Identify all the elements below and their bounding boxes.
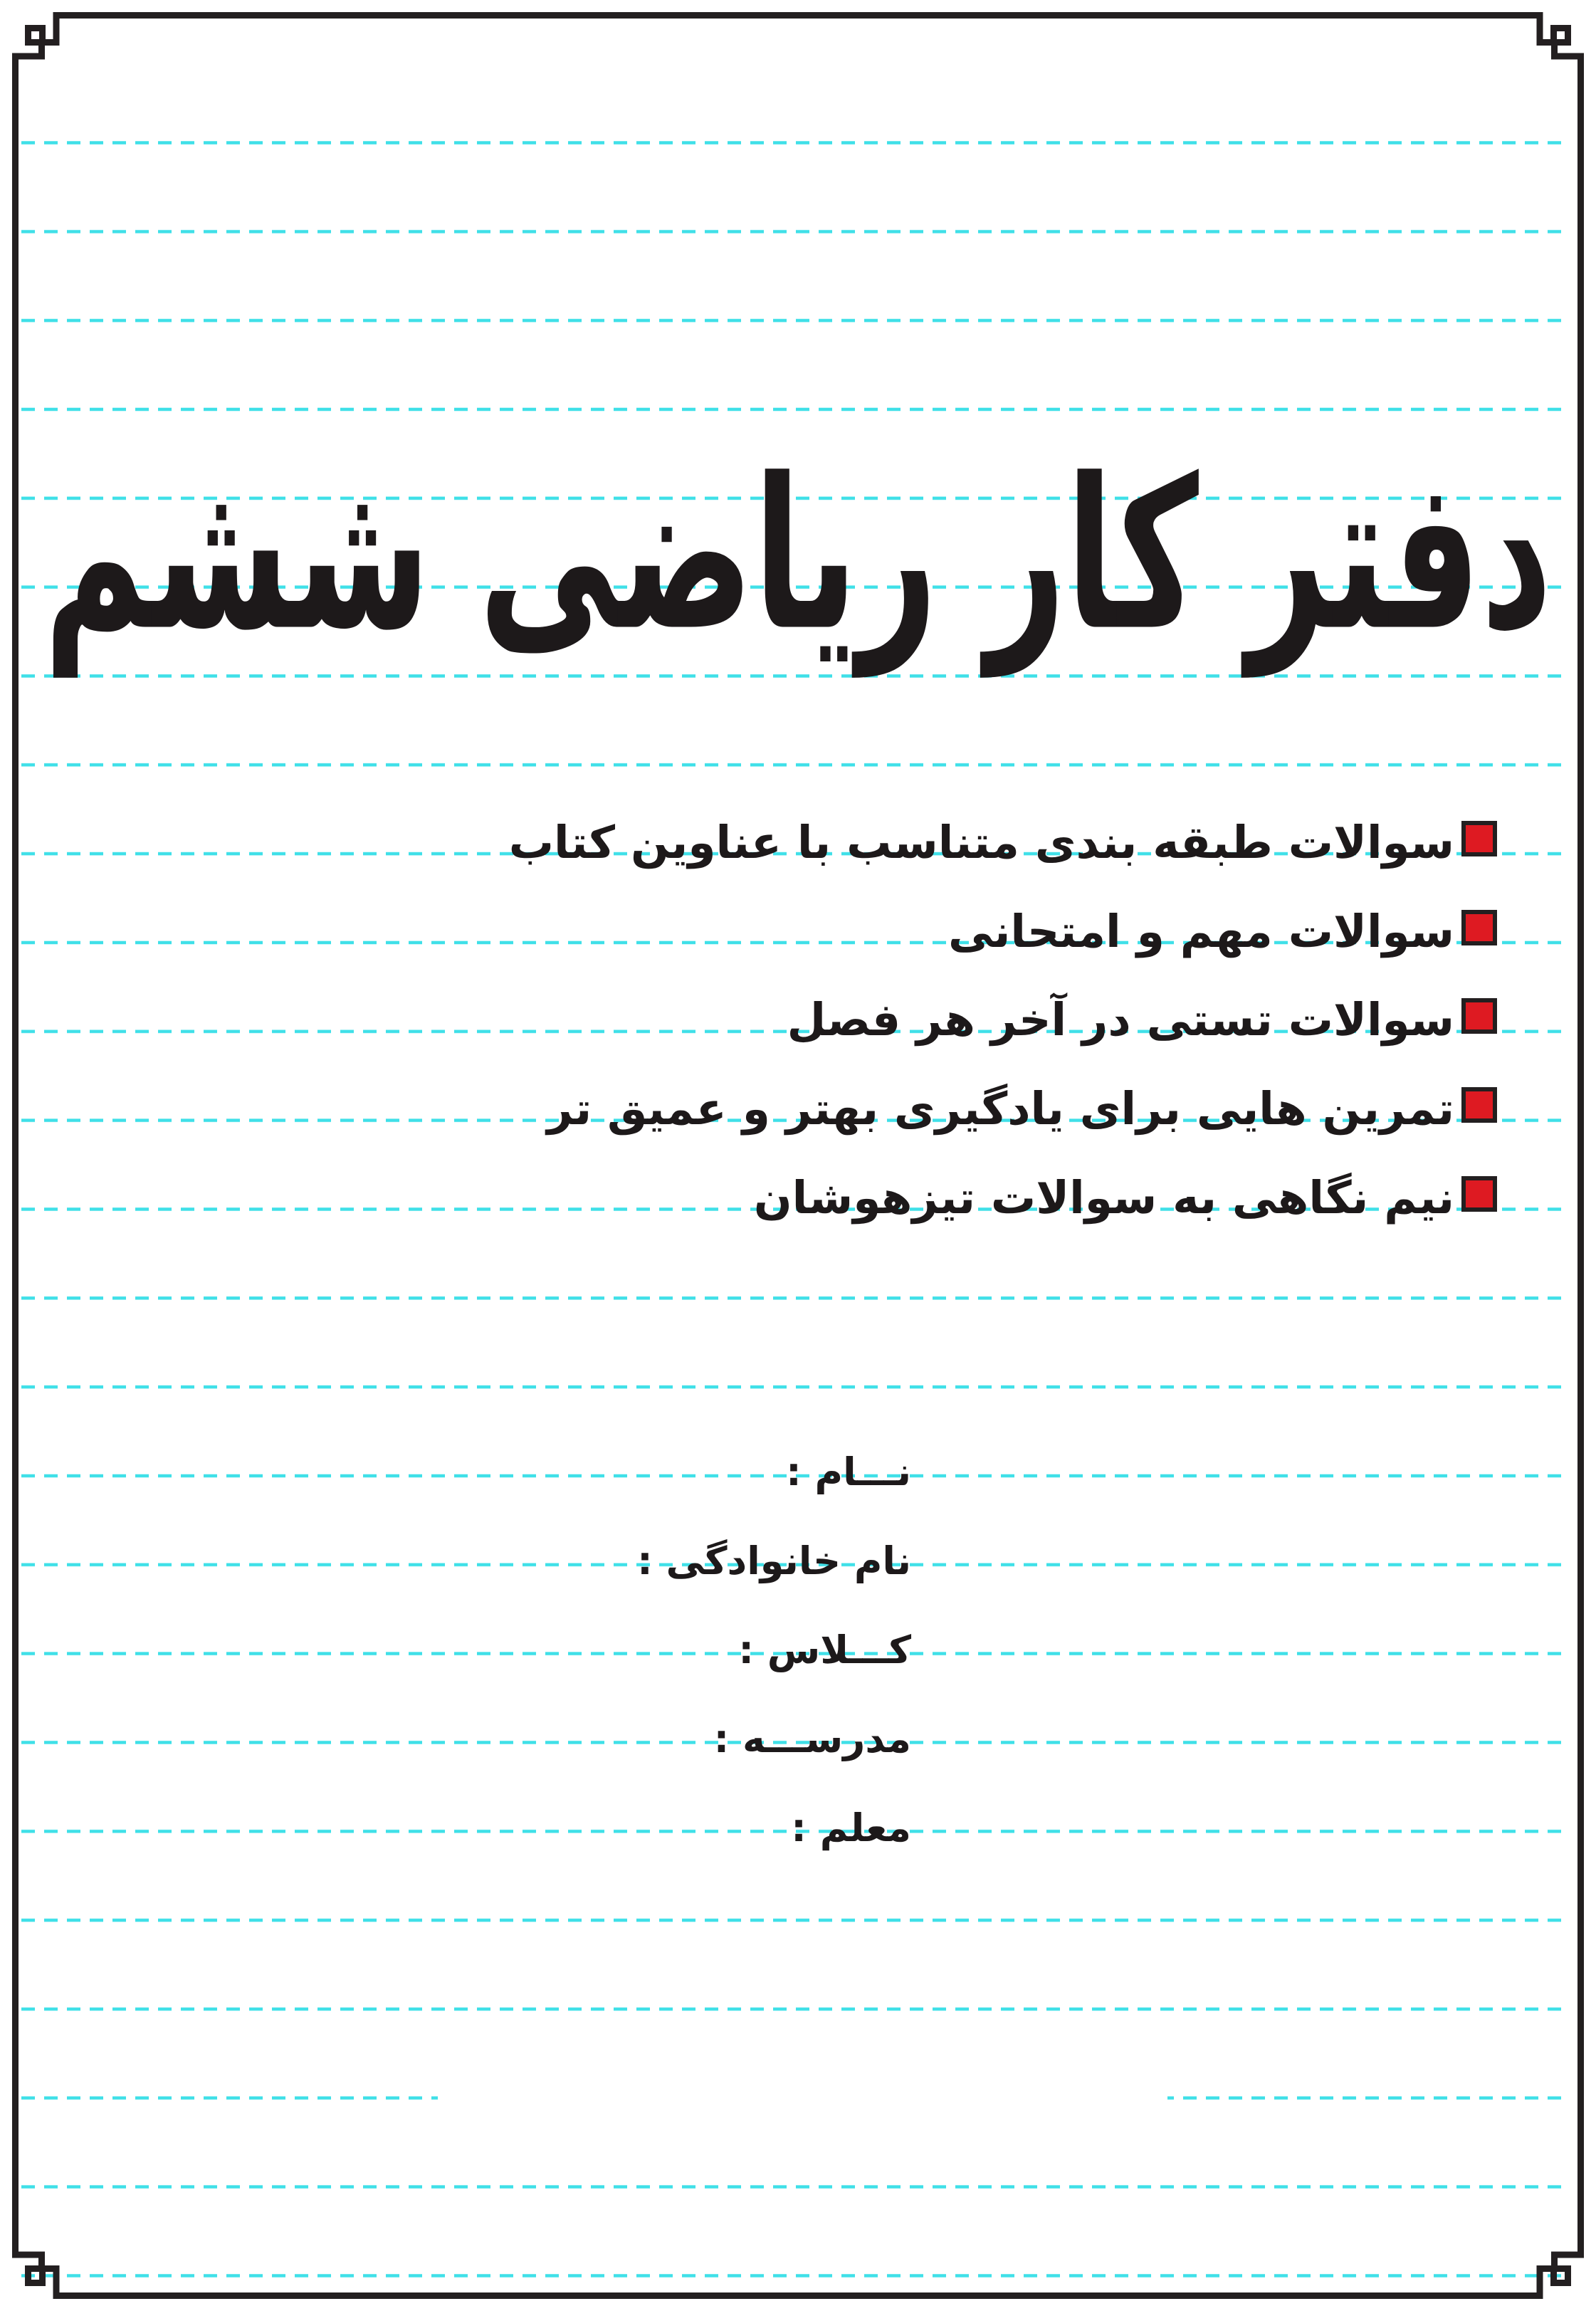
form-field-label-school: مدرســـه :: [713, 1717, 911, 1761]
page-title: دفتر کار ریاضی ششم: [43, 434, 1553, 676]
red-square-bullet-icon: [1461, 1087, 1497, 1123]
feature-item-label: سوالات طبقه بندی متناسب با عناوین کتاب: [508, 817, 1454, 869]
corner-square-bottom-right: [1554, 2269, 1568, 2283]
corner-square-bottom-left: [28, 2269, 43, 2283]
frame-left-border: [16, 43, 42, 2269]
feature-item-label: تمرین هایی برای یادگیری بهتر و عمیق تر: [547, 1083, 1454, 1135]
red-square-bullet-icon: [1461, 998, 1497, 1034]
feature-item: [509, 818, 1497, 868]
feature-item-label: سوالات تستی در آخر هر فصل: [787, 994, 1454, 1046]
form-field-label-teacher: معلم :: [791, 1806, 911, 1850]
feature-item-label: نیم نگاهی به سوالات تیزهوشان: [753, 1172, 1454, 1224]
feature-item: [754, 1173, 1497, 1223]
red-square-bullet-icon: [1461, 821, 1497, 856]
frame-right-border: [1555, 43, 1581, 2269]
feature-item: [787, 995, 1497, 1045]
corner-square-top-left: [28, 28, 43, 43]
red-square-bullet-icon: [1461, 910, 1497, 945]
form-field-label-name: نـــام :: [786, 1450, 911, 1494]
corner-square-top-right: [1554, 28, 1568, 43]
frame-top-border: [43, 16, 1554, 43]
feature-item: [948, 907, 1497, 957]
form-field-label-class: کـــلاس :: [738, 1628, 911, 1672]
frame-bottom-border: [43, 2269, 1554, 2296]
red-square-bullet-icon: [1461, 1176, 1497, 1212]
feature-item: [547, 1084, 1497, 1134]
feature-item-label: سوالات مهم و امتحانی: [948, 906, 1454, 958]
form-field-label-family-name: نام خانوادگی :: [637, 1539, 911, 1583]
